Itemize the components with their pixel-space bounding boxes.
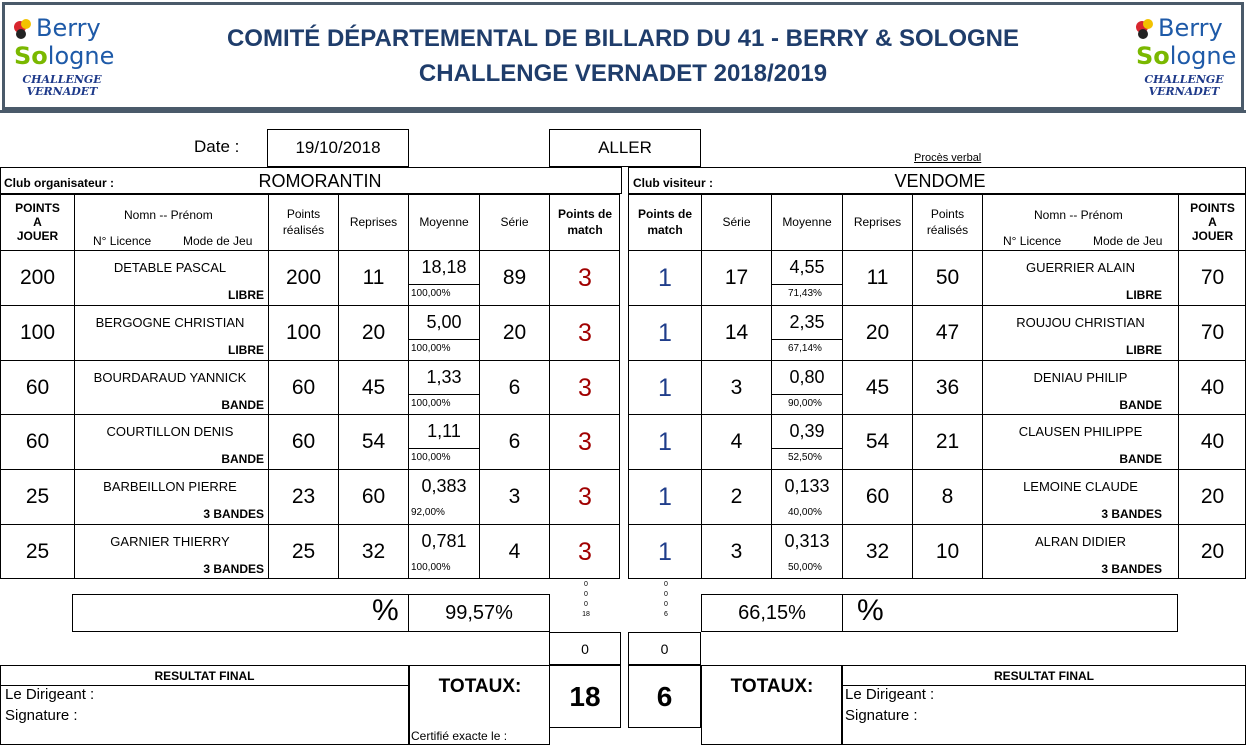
home-average-pct: 99,57% xyxy=(445,601,513,624)
home-moyenne: 0,383 xyxy=(421,475,467,496)
away-moyenne-pct: 67,14% xyxy=(788,343,822,354)
home-game-mode: BANDE xyxy=(221,398,264,412)
away-pct-sign: % xyxy=(857,594,884,627)
header-points-realises-away: Points réalisés xyxy=(926,207,969,237)
home-game-mode: 3 BANDES xyxy=(203,507,264,521)
header-banner xyxy=(2,2,1244,110)
home-player-name: GARNIER THIERRY xyxy=(110,534,230,549)
home-moyenne-divider xyxy=(409,394,479,395)
away-points-de-match: 1 xyxy=(658,318,672,347)
away-game-mode: 3 BANDES xyxy=(1101,562,1162,576)
home-points-a-jouer: 100 xyxy=(19,321,56,344)
header-nom-prenom-away: Nomn -- Prénom xyxy=(1034,208,1123,222)
away-zero-cell: 0 xyxy=(628,632,701,665)
berry-sologne-logo-right xyxy=(1130,10,1238,105)
away-reprises: 45 xyxy=(865,376,890,399)
home-reprises: 45 xyxy=(361,376,386,399)
home-moyenne-divider xyxy=(409,448,479,449)
away-serie: 4 xyxy=(730,430,743,453)
home-game-mode: LIBRE xyxy=(228,288,264,302)
home-game-mode: BANDE xyxy=(221,452,264,466)
home-points-realises: 200 xyxy=(285,266,322,289)
away-moyenne: 0,80 xyxy=(789,366,825,387)
home-moyenne: 1,33 xyxy=(426,366,462,387)
away-serie: 17 xyxy=(724,266,749,289)
away-points-realises: 21 xyxy=(935,430,960,453)
header-nom-prenom: Nomn -- Prénom xyxy=(124,208,213,222)
home-moyenne-pct: 100,00% xyxy=(411,343,451,354)
away-points-a-jouer: 20 xyxy=(1200,540,1225,563)
home-signature-label: Signature : xyxy=(5,707,78,724)
away-small-values: 0 0 0 6 xyxy=(664,581,668,618)
page-title: COMITÉ DÉPARTEMENTAL DE BILLARD DU 41 - BERRY & SOLOGNE xyxy=(226,25,1020,52)
header-points-realises: Points réalisés xyxy=(282,207,325,237)
away-points-de-match: 1 xyxy=(658,263,672,292)
header-reprises-away: Reprises xyxy=(853,215,902,229)
away-moyenne: 0,133 xyxy=(784,475,830,496)
home-game-mode: 3 BANDES xyxy=(203,562,264,576)
away-points-de-match: 1 xyxy=(658,537,672,566)
home-dirigeant-label: Le Dirigeant : xyxy=(5,686,95,703)
home-points-a-jouer: 25 xyxy=(25,485,50,508)
away-points-de-match: 1 xyxy=(658,427,672,456)
away-points-a-jouer: 70 xyxy=(1200,321,1225,344)
home-serie: 6 xyxy=(508,430,521,453)
away-dirigeant-label: Le Dirigeant : xyxy=(845,686,935,703)
home-points-de-match: 3 xyxy=(578,318,592,347)
header-mode-away: Mode de Jeu xyxy=(1093,234,1163,248)
header-points-a-jouer-away: POINTS A JOUER xyxy=(1190,201,1235,243)
away-game-mode: BANDE xyxy=(1119,452,1162,466)
home-points-de-match: 3 xyxy=(578,373,592,402)
home-reprises: 32 xyxy=(361,540,386,563)
away-signature-label: Signature : xyxy=(845,707,918,724)
home-player-name: BARBEILLON PIERRE xyxy=(103,479,237,494)
away-moyenne-divider xyxy=(772,284,842,285)
away-serie: 3 xyxy=(730,540,743,563)
home-moyenne-divider xyxy=(409,339,479,340)
away-points-realises: 8 xyxy=(941,485,954,508)
home-serie: 89 xyxy=(502,266,527,289)
away-total-value: 6 xyxy=(628,665,701,728)
home-total-value: 18 xyxy=(549,665,621,728)
home-player-name: DETABLE PASCAL xyxy=(113,260,227,275)
away-resultat-final: RESULTAT FINAL xyxy=(994,669,1094,683)
logo-challenge-text: CHALLENGE VERNADET xyxy=(22,73,102,98)
club-visiteur-value: VENDOME xyxy=(894,170,986,191)
away-game-mode: LIBRE xyxy=(1126,288,1162,302)
header-serie-away: Série xyxy=(722,215,751,229)
home-moyenne-pct: 92,00% xyxy=(411,507,445,518)
away-points-realises: 36 xyxy=(935,376,960,399)
away-game-mode: BANDE xyxy=(1119,398,1162,412)
proces-verbal-link[interactable]: Procès verbal xyxy=(914,152,982,164)
home-serie: 3 xyxy=(508,485,521,508)
away-moyenne-pct: 90,00% xyxy=(788,398,822,409)
home-zero-cell: 0 xyxy=(549,632,621,665)
home-moyenne-pct: 100,00% xyxy=(411,452,451,463)
header-mode: Mode de Jeu xyxy=(183,234,253,248)
home-moyenne: 0,781 xyxy=(421,530,467,551)
away-player-name: DENIAU PHILIP xyxy=(1033,370,1128,385)
header-divider xyxy=(0,110,1246,113)
home-points-de-match: 3 xyxy=(578,427,592,456)
home-points-a-jouer: 200 xyxy=(19,266,56,289)
away-points-a-jouer: 70 xyxy=(1200,266,1225,289)
berry-sologne-logo-left xyxy=(8,10,116,105)
away-player-name: LEMOINE CLAUDE xyxy=(1023,479,1138,494)
away-moyenne-pct: 50,00% xyxy=(788,562,822,573)
away-points-de-match: 1 xyxy=(658,482,672,511)
home-serie: 6 xyxy=(508,376,521,399)
home-points-realises: 25 xyxy=(291,540,316,563)
home-moyenne: 18,18 xyxy=(421,256,467,277)
home-points-a-jouer: 60 xyxy=(25,376,50,399)
away-player-name: CLAUSEN PHILIPPE xyxy=(1018,424,1143,439)
away-points-realises: 50 xyxy=(935,266,960,289)
logo-challenge-text: CHALLENGE VERNADET xyxy=(1144,73,1224,98)
home-totaux-label: TOTAUX: xyxy=(438,676,522,697)
away-moyenne-divider xyxy=(772,339,842,340)
date-label: Date : xyxy=(194,137,240,156)
away-totaux-label: TOTAUX: xyxy=(730,676,814,697)
logo-sologne-text: Sologne xyxy=(1136,42,1237,70)
away-points-a-jouer: 40 xyxy=(1200,376,1225,399)
home-points-realises: 60 xyxy=(291,376,316,399)
away-game-mode: LIBRE xyxy=(1126,343,1162,357)
away-moyenne: 4,55 xyxy=(789,256,825,277)
away-reprises: 54 xyxy=(865,430,890,453)
home-moyenne-pct: 100,00% xyxy=(411,288,451,299)
home-reprises: 60 xyxy=(361,485,386,508)
away-moyenne-pct: 52,50% xyxy=(788,452,822,463)
home-moyenne-pct: 100,00% xyxy=(411,562,451,573)
home-pct-sign: % xyxy=(372,594,399,627)
away-moyenne-divider xyxy=(772,394,842,395)
billiard-balls-icon xyxy=(12,18,34,40)
away-points-de-match: 1 xyxy=(658,373,672,402)
header-points-de-match-away: Points de match xyxy=(637,207,692,237)
header-licence-away: N° Licence xyxy=(1003,234,1062,248)
home-moyenne: 1,11 xyxy=(427,420,461,441)
home-reprises: 54 xyxy=(361,430,386,453)
home-player-name: COURTILLON DENIS xyxy=(106,424,234,439)
home-points-realises: 60 xyxy=(291,430,316,453)
header-serie: Série xyxy=(500,215,529,229)
header-licence: N° Licence xyxy=(93,234,152,248)
home-points-realises: 23 xyxy=(291,485,316,508)
club-organisateur-value: ROMORANTIN xyxy=(258,170,382,191)
away-player-name: GUERRIER ALAIN xyxy=(1025,260,1136,275)
away-player-name: ROUJOU CHRISTIAN xyxy=(1016,315,1145,330)
away-moyenne-pct: 40,00% xyxy=(788,507,822,518)
header-reprises: Reprises xyxy=(349,215,398,229)
away-moyenne: 2,35 xyxy=(789,311,825,332)
logo-berry-text: Berry xyxy=(1158,14,1223,42)
certifie-label: Certifié exacte le : xyxy=(411,729,508,743)
home-points-de-match: 3 xyxy=(578,537,592,566)
billiard-balls-icon xyxy=(1134,18,1156,40)
home-points-a-jouer: 60 xyxy=(25,430,50,453)
page-subtitle: CHALLENGE VERNADET 2018/2019 xyxy=(418,60,828,87)
logo-sologne-text: Sologne xyxy=(14,42,115,70)
away-reprises: 60 xyxy=(865,485,890,508)
away-points-a-jouer: 20 xyxy=(1200,485,1225,508)
home-small-values: 0 0 0 18 xyxy=(582,581,590,618)
home-serie: 4 xyxy=(508,540,521,563)
home-game-mode: LIBRE xyxy=(228,343,264,357)
away-moyenne-pct: 71,43% xyxy=(788,288,822,299)
logo-berry-text: Berry xyxy=(36,14,101,42)
club-visiteur-label: Club visiteur : xyxy=(633,176,714,190)
home-moyenne: 5,00 xyxy=(426,311,462,332)
away-points-a-jouer: 40 xyxy=(1200,430,1225,453)
away-average-pct: 66,15% xyxy=(738,601,806,624)
home-points-realises: 100 xyxy=(285,321,322,344)
home-player-name: BERGOGNE CHRISTIAN xyxy=(95,315,245,330)
header-moyenne-away: Moyenne xyxy=(782,215,832,229)
away-serie: 3 xyxy=(730,376,743,399)
away-moyenne: 0,313 xyxy=(784,530,830,551)
away-moyenne: 0,39 xyxy=(789,420,825,441)
away-serie: 14 xyxy=(724,321,749,344)
away-points-realises: 10 xyxy=(935,540,960,563)
club-organisateur-label: Club organisateur : xyxy=(4,176,115,190)
away-player-name: ALRAN DIDIER xyxy=(1034,534,1127,549)
header-moyenne: Moyenne xyxy=(419,215,469,229)
header-points-a-jouer: POINTS A JOUER xyxy=(15,201,60,243)
away-reprises: 11 xyxy=(866,266,889,289)
away-game-mode: 3 BANDES xyxy=(1101,507,1162,521)
home-points-a-jouer: 25 xyxy=(25,540,50,563)
leg-field[interactable]: ALLER xyxy=(549,129,701,167)
away-points-realises: 47 xyxy=(935,321,960,344)
home-moyenne-pct: 100,00% xyxy=(411,398,451,409)
away-moyenne-divider xyxy=(772,448,842,449)
home-points-de-match: 3 xyxy=(578,263,592,292)
home-reprises: 11 xyxy=(362,266,385,289)
home-player-name: BOURDARAUD YANNICK xyxy=(93,370,247,385)
home-serie: 20 xyxy=(502,321,527,344)
away-reprises: 32 xyxy=(865,540,890,563)
home-moyenne-divider xyxy=(409,284,479,285)
home-resultat-final: RESULTAT FINAL xyxy=(154,669,255,683)
away-serie: 2 xyxy=(730,485,743,508)
away-reprises: 20 xyxy=(865,321,890,344)
home-reprises: 20 xyxy=(361,321,386,344)
home-points-de-match: 3 xyxy=(578,482,592,511)
header-points-de-match: Points de match xyxy=(557,207,612,237)
date-field[interactable]: 19/10/2018 xyxy=(267,129,409,167)
